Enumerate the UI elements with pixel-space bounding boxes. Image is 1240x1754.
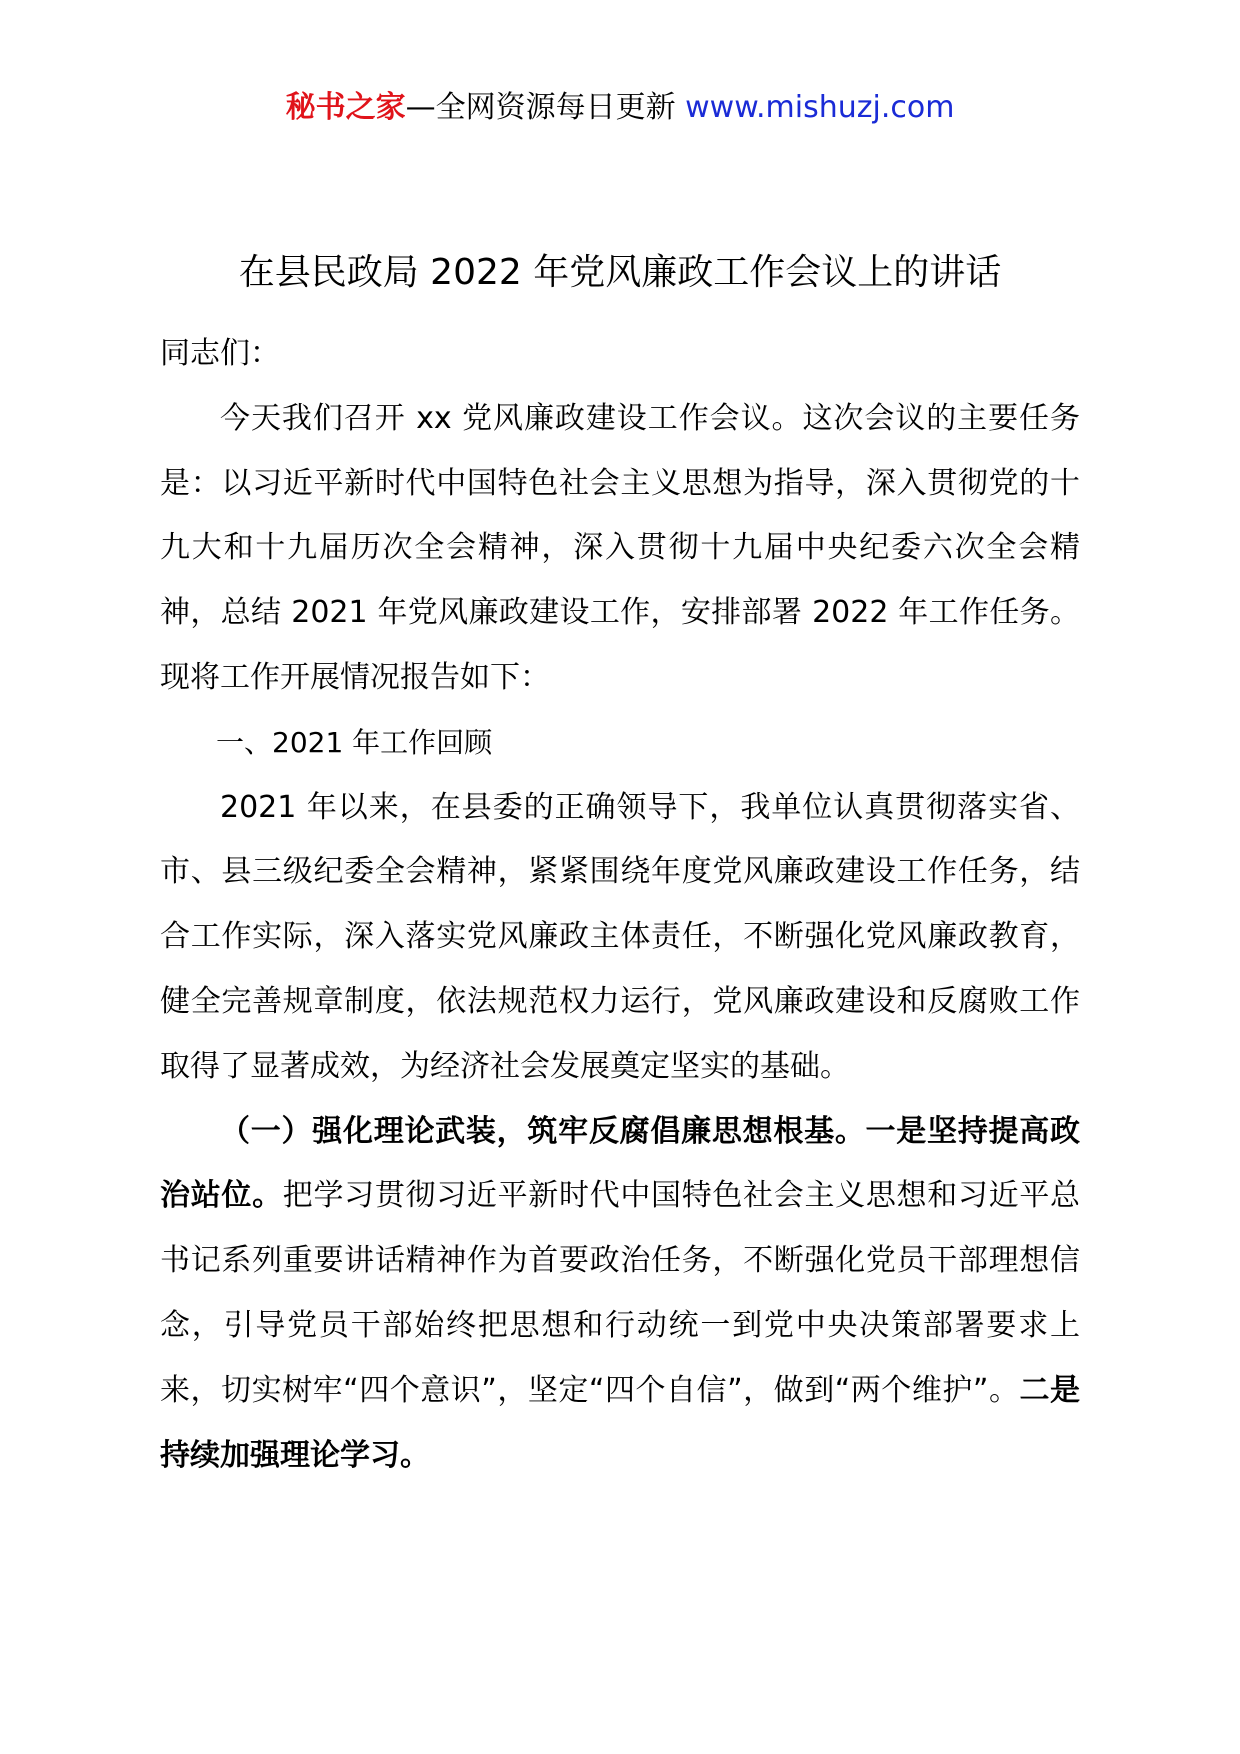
header-tagline: —全网资源每日更新 [405, 90, 676, 125]
intro-paragraph: 今天我们召开 xx 党风廉政建设工作会议。这次会议的主要任务是：以习近平新时代中国特色社会主义思想为指导，深入贯彻党的十九大和十九届历次全会精神，深入贯彻十九届中央纪委六次全会精神，总结 2021 年党风廉政建设工作，安排部署 2022 年工作任务。现将工作开展情况报告如下： [160, 400, 1080, 695]
brand-name: 秘书之家 [285, 90, 406, 125]
subsection-tail: 二是持续加强理论学习。 [160, 1372, 1080, 1473]
section-heading: 一、2021 年工作回顾 [216, 725, 493, 759]
document-title: 在县民政局 2022 年党风廉政工作会议上的讲话 [238, 252, 1002, 293]
subsection-heading: （一）强化理论武装，筑牢反腐倡廉思想根基。一是坚持提高政治站位。 [160, 1113, 1080, 1214]
header-banner [0, 88, 1240, 128]
review-paragraph: 2021 年以来，在县委的正确领导下，我单位认真贯彻落实省、市、县三级纪委全会精神，紧紧围绕年度党风廉政建设工作任务，结合工作实际，深入落实党风廉政主体责任，不断强化党风廉政教育，健全完善规章制度，依法规范权力运行，党风廉政建设和反腐败工作取得了显著成效，为经济社会发展奠定坚实的基础。 [160, 789, 1080, 1084]
document-body [160, 322, 1080, 1488]
site-url-link[interactable]: www.mishuzj.com [685, 90, 955, 125]
subsection-paragraph [160, 1100, 1080, 1489]
subsection-text: 把学习贯彻习近平新时代中国特色社会主义思想和习近平总书记系列重要讲话精神作为首要政治任务，不断强化党员干部理想信念，引导党员干部始终把思想和行动统一到党中央决策部署要求上来，切实树牢“四个意识”，坚定“四个自信”，做到“两个维护”。 [160, 1178, 1081, 1408]
greeting: 同志们： [160, 336, 280, 371]
